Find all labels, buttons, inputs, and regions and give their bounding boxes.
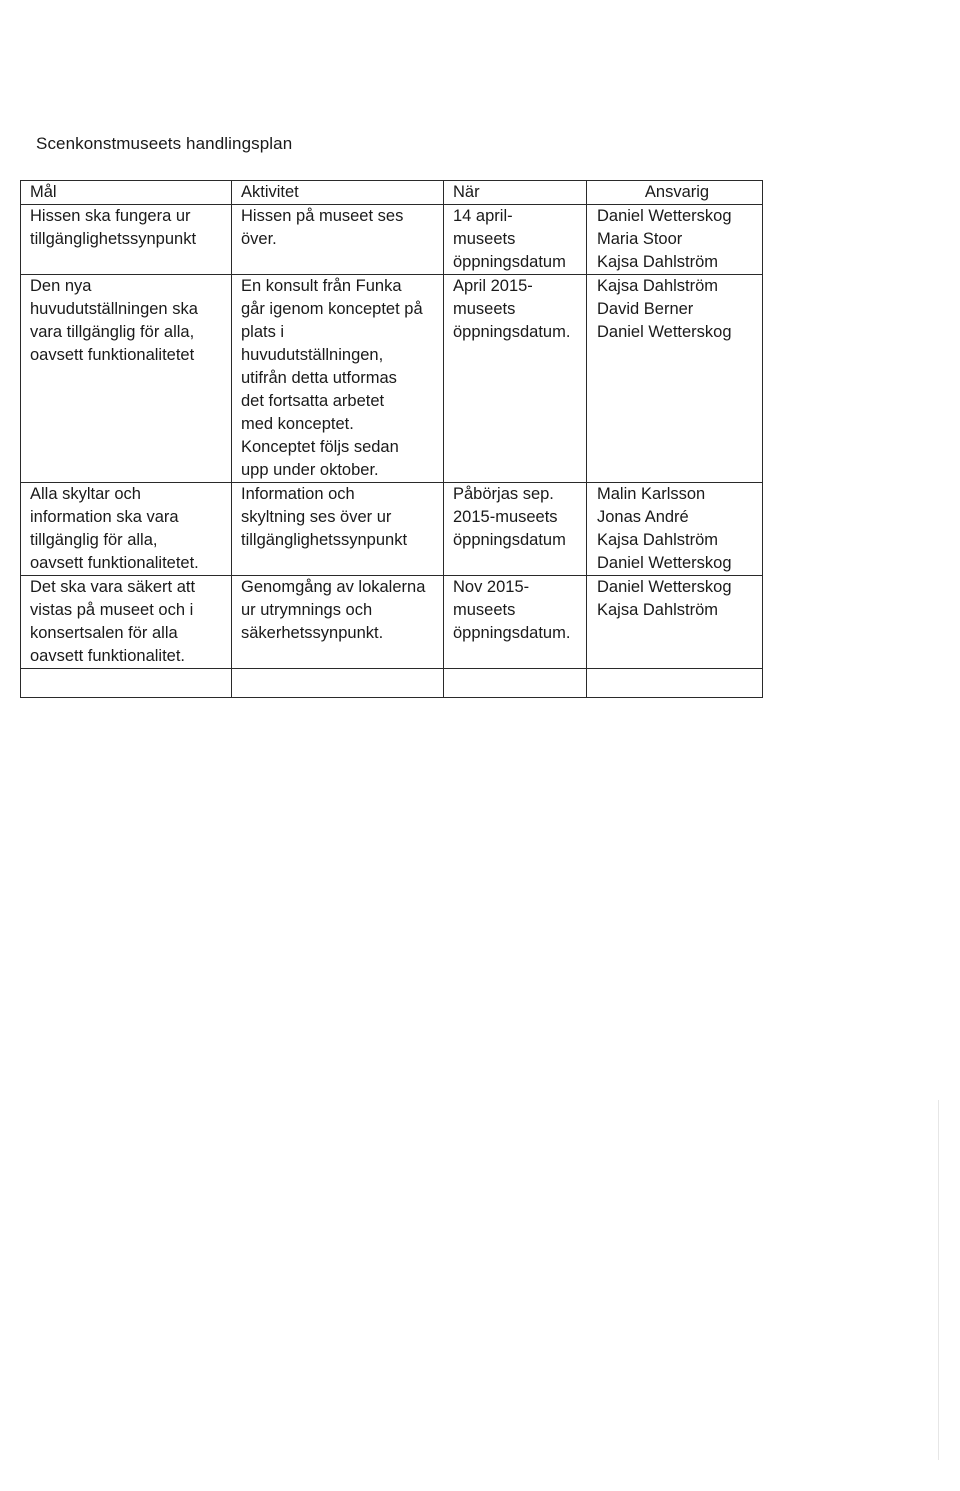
cell-ansvarig: Daniel Wetterskog Kajsa Dahlström xyxy=(587,576,763,669)
header-ansvarig: Ansvarig xyxy=(587,181,763,205)
cell-mal: Alla skyltar och information ska vara tillgänglig för alla, oavsett funktionalitetet. xyxy=(21,483,232,576)
empty-cell xyxy=(232,669,444,698)
header-aktivitet: Aktivitet xyxy=(232,181,444,205)
table-header-row xyxy=(21,181,763,205)
cell-aktivitet: Genomgång av lokalerna ur utrymnings och säkerhetssynpunkt. xyxy=(232,576,444,669)
page-title: Scenkonstmuseets handlingsplan xyxy=(36,134,293,153)
cell-ansvarig: Malin Karlsson Jonas André Kajsa Dahlström Daniel Wetterskog xyxy=(587,483,763,576)
cell-nar: 14 april- museets öppningsdatum xyxy=(444,205,587,275)
header-nar: När xyxy=(444,181,587,205)
empty-table-row xyxy=(21,669,763,698)
cell-aktivitet: Information och skyltning ses över ur tillgänglighetssynpunkt xyxy=(232,483,444,576)
cell-mal: Den nya huvudutställningen ska vara tillgänglig för alla, oavsett funktionalitetet xyxy=(21,275,232,483)
table-row xyxy=(21,205,763,275)
empty-cell xyxy=(444,669,587,698)
cell-aktivitet: En konsult från Funka går igenom konceptet på plats i huvudutställningen, utifrån detta utformas det fortsatta arbetet med konceptet. Konceptet följs sedan upp under oktober. xyxy=(232,275,444,483)
action-plan-table xyxy=(20,180,763,698)
empty-cell xyxy=(587,669,763,698)
cell-mal: Hissen ska fungera ur tillgänglighetssynpunkt xyxy=(21,205,232,275)
cell-nar: April 2015- museets öppningsdatum. xyxy=(444,275,587,483)
cell-nar: Påbörjas sep. 2015-museets öppningsdatum xyxy=(444,483,587,576)
header-mal: Mål xyxy=(21,181,232,205)
table-row xyxy=(21,483,763,576)
empty-cell xyxy=(21,669,232,698)
cell-ansvarig: Kajsa Dahlström David Berner Daniel Wetterskog xyxy=(587,275,763,483)
table-row xyxy=(21,275,763,483)
cell-mal: Det ska vara säkert att vistas på museet och i konsertsalen för alla oavsett funktionalitet. xyxy=(21,576,232,669)
cell-ansvarig: Daniel Wetterskog Maria Stoor Kajsa Dahlström xyxy=(587,205,763,275)
cell-aktivitet: Hissen på museet ses över. xyxy=(232,205,444,275)
cell-nar: Nov 2015- museets öppningsdatum. xyxy=(444,576,587,669)
table-row xyxy=(21,576,763,669)
scan-edge-mark xyxy=(938,1100,939,1460)
